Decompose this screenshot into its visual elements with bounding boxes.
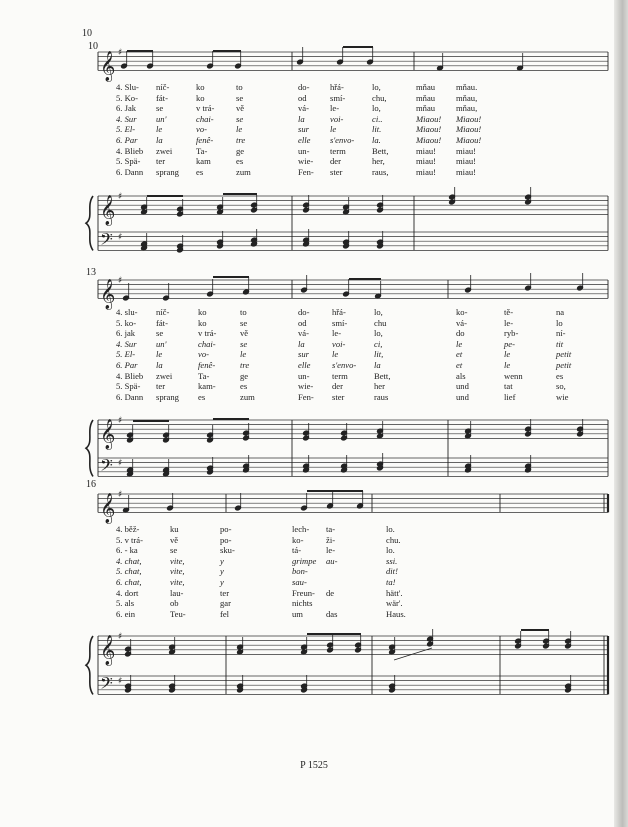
lyric-syllable: 4. Blieb xyxy=(116,370,144,381)
lyric-syllable: níč- xyxy=(156,307,170,317)
lyric-syllable: fenê- xyxy=(196,134,214,145)
lyric-syllable: sur xyxy=(298,349,309,360)
lyric-syllable: le xyxy=(504,349,511,360)
lyric-syllable: das xyxy=(326,608,338,619)
lyric-syllable: Ta- xyxy=(196,145,208,156)
lyric-syllable: 5. El- xyxy=(116,349,136,360)
lyric-syllable: un' xyxy=(156,113,167,124)
lyric-syllable: 5. ko- xyxy=(116,317,137,328)
lyric-syllable: od xyxy=(298,317,307,328)
lyric-syllable: lo, xyxy=(372,82,381,92)
lyric-syllable: la xyxy=(298,113,305,124)
lyric-syllable: wie- xyxy=(298,156,314,167)
lyric-syllable: mňau. xyxy=(456,82,478,92)
lyric-syllable: Miaou! xyxy=(456,134,482,145)
lyric-syllable: es xyxy=(196,166,204,177)
lyric-syllable: 5. chat, xyxy=(116,566,142,577)
lyric-syllable: le- xyxy=(330,103,340,114)
lyric-syllable: wär'. xyxy=(386,598,403,609)
lyric-syllable: vá- xyxy=(456,317,467,328)
lyric-syllable: Miaou! xyxy=(416,124,442,135)
sharp-icon: ♯ xyxy=(118,416,123,426)
lyric-syllable: pe- xyxy=(504,338,515,349)
lyric-syllable: ko xyxy=(196,82,205,92)
piano-brace xyxy=(86,420,93,476)
treble-clef-icon: 𝄞 xyxy=(100,419,116,450)
lyric-syllable: 6. - ka xyxy=(116,545,138,556)
lyric-syllable: sau- xyxy=(292,576,307,587)
lyric-syllable: ta! xyxy=(386,576,396,587)
lyric-syllable: chu. xyxy=(386,534,401,545)
plate-number: P 1525 xyxy=(300,760,328,771)
lyric-syllable: fát- xyxy=(156,92,168,103)
lyric-syllable: ter xyxy=(220,587,230,598)
lyric-syllable: sur xyxy=(298,124,309,135)
lyric-syllable: se xyxy=(170,545,178,556)
lyric-syllable: so, xyxy=(556,381,566,392)
treble-clef-icon: 𝄞 xyxy=(100,635,116,666)
lyric-syllable: voi- xyxy=(332,338,346,349)
lyric-syllable: ní- xyxy=(556,328,566,339)
lyric-syllable: níč- xyxy=(156,82,170,92)
lyric-syllable: mňau, xyxy=(456,92,478,103)
lyric-syllable: do xyxy=(456,328,465,339)
lyric-syllable: miau! xyxy=(416,145,437,156)
lyric-syllable: ko xyxy=(198,307,207,317)
piano-brace xyxy=(86,196,93,250)
lyric-syllable: lo, xyxy=(374,307,383,317)
lyric-syllable: le- xyxy=(332,328,342,339)
lyric-syllable: ko xyxy=(198,317,207,328)
lyric-syllable: zum xyxy=(240,391,255,402)
lyric-syllable: Bett, xyxy=(372,145,389,156)
lyric-syllable: zwei xyxy=(156,145,173,156)
lyric-syllable: vě xyxy=(170,534,179,545)
lyric-syllable: bon- xyxy=(292,566,308,577)
lyric-syllable: es xyxy=(236,156,244,167)
lyric-syllable: zum xyxy=(236,166,251,177)
lyric-syllable: s'envo- xyxy=(332,359,357,370)
lyric-syllable: ži- xyxy=(326,534,336,545)
lyric-syllable: vo- xyxy=(196,124,207,135)
lyric-syllable: smí- xyxy=(330,92,346,103)
lyric-syllable: lech- xyxy=(292,524,310,534)
sharp-icon: ♯ xyxy=(118,48,123,58)
lyric-syllable: mňau, xyxy=(456,103,478,114)
lyric-syllable: 6. Par xyxy=(116,134,138,145)
lyric-syllable: her xyxy=(374,381,385,392)
lyric-syllable: ko xyxy=(196,92,205,103)
bass-clef-icon: 𝄢 xyxy=(100,228,113,253)
lyric-syllable: ci, xyxy=(374,338,383,349)
lyric-syllable: ster xyxy=(332,391,345,402)
lyric-syllable: 4. Blieb xyxy=(116,145,144,156)
lyric-syllable: lo xyxy=(556,317,563,328)
lyric-syllable: 4. Sur xyxy=(116,113,137,124)
lyric-syllable: miau! xyxy=(416,156,437,167)
treble-clef-icon: 𝄞 xyxy=(100,51,116,82)
lyric-syllable: le xyxy=(236,124,243,135)
lyric-syllable: ge xyxy=(240,370,249,381)
measure-number-10-top: 10 xyxy=(82,28,92,39)
lyric-syllable: to xyxy=(236,82,243,92)
lyric-syllable: term xyxy=(332,370,348,381)
lyric-syllable: la xyxy=(156,359,163,370)
lyric-syllable: kam- xyxy=(198,381,216,392)
lyric-syllable: ta- xyxy=(326,524,336,534)
lyric-syllable: se xyxy=(240,317,248,328)
lyric-syllable: 4. Sur xyxy=(116,338,137,349)
lyric-syllable: ter xyxy=(156,381,166,392)
sharp-icon: ♯ xyxy=(118,676,123,687)
lyric-syllable: ssi. xyxy=(386,555,398,566)
lyric-syllable: ci.. xyxy=(372,113,383,124)
lyric-syllable: 5. Spä- xyxy=(116,156,141,167)
lyric-syllable: od xyxy=(298,92,307,103)
lyric-syllable: wie xyxy=(556,391,569,402)
sharp-icon: ♯ xyxy=(118,490,123,500)
lyric-syllable: und xyxy=(456,381,469,392)
lyric-syllable: es xyxy=(240,381,248,392)
lyric-syllable: tá- xyxy=(292,545,302,556)
lyric-syllable: voi- xyxy=(330,113,344,124)
lyric-syllable: vite, xyxy=(170,555,185,566)
lyric-syllable: hřá- xyxy=(330,82,344,92)
lyric-syllable: chai- xyxy=(196,113,214,124)
lyric-syllable: Miaou! xyxy=(416,134,442,145)
lyric-syllable: miau! xyxy=(416,166,437,177)
sharp-icon: ♯ xyxy=(118,276,123,286)
lyric-syllable: vá- xyxy=(298,328,309,339)
lyric-syllable: et xyxy=(456,349,463,360)
lyric-syllable: lo, xyxy=(372,103,381,114)
lyric-syllable: tre xyxy=(240,359,250,370)
lyric-syllable: ob xyxy=(170,598,179,609)
lyric-syllable: 6. jak xyxy=(116,328,136,339)
lyric-syllable: un- xyxy=(298,145,310,156)
lyric-syllable: vo- xyxy=(198,349,209,360)
treble-clef-icon: 𝄞 xyxy=(100,279,116,310)
lyric-syllable: do- xyxy=(298,82,310,92)
lyric-syllable: sku- xyxy=(220,545,235,556)
lyric-syllable: 5. als xyxy=(116,598,135,609)
lyric-syllable: chu, xyxy=(372,92,387,103)
lyric-syllable: Miaou! xyxy=(416,113,442,124)
lyric-syllable: tat xyxy=(504,381,513,392)
lyric-syllable: fenê- xyxy=(198,359,216,370)
lyric-syllable: fát- xyxy=(156,317,168,328)
lyric-syllable: se xyxy=(240,338,248,349)
lyric-syllable: se xyxy=(236,92,244,103)
lyric-syllable: v trá- xyxy=(196,103,215,114)
lyric-syllable: 4. dort xyxy=(116,587,139,598)
lyric-syllable: grimpe xyxy=(292,555,317,566)
lyric-syllable: ge xyxy=(236,145,245,156)
lyric-syllable: dit! xyxy=(386,566,398,577)
lyric-syllable: to xyxy=(240,307,247,317)
lyric-syllable: Fen- xyxy=(298,166,314,177)
lyric-syllable: vě xyxy=(236,103,245,114)
lyric-syllable: wenn xyxy=(504,370,523,381)
lyric-syllable: chu xyxy=(374,317,387,328)
lyric-syllable: als xyxy=(456,370,466,381)
lyric-syllable: tě- xyxy=(504,307,514,317)
lyric-syllable: y xyxy=(220,566,224,577)
lyric-syllable: le xyxy=(330,124,337,135)
lyric-syllable: sprang xyxy=(156,166,179,177)
lyric-syllable: la xyxy=(374,359,381,370)
lyric-syllable: et xyxy=(456,359,463,370)
lyric-syllable: do- xyxy=(298,307,310,317)
lyric-syllable: 4. Slu- xyxy=(116,82,139,92)
lyric-syllable: 4. slu- xyxy=(116,307,138,317)
lyric-syllable: 5. El- xyxy=(116,124,136,135)
lyric-syllable: le xyxy=(156,124,163,135)
lyric-syllable: her, xyxy=(372,156,385,167)
page-edge-shadow xyxy=(614,0,628,827)
lyric-syllable: smí- xyxy=(332,317,348,328)
lyric-syllable: 6. chat, xyxy=(116,576,142,587)
lyric-syllable: v trá- xyxy=(198,328,217,339)
lyric-syllable: kam xyxy=(196,156,211,167)
bass-clef-icon: 𝄢 xyxy=(100,454,113,479)
lyric-syllable: un- xyxy=(298,370,310,381)
lyric-syllable: lit, xyxy=(374,349,384,360)
lyric-syllable: lo. xyxy=(386,545,395,556)
lyric-syllable: miau! xyxy=(456,156,477,167)
treble-clef-icon: 𝄞 xyxy=(100,195,116,226)
piano-brace xyxy=(86,636,93,694)
lyric-syllable: 5. Spä- xyxy=(116,381,141,392)
lyric-syllable: lief xyxy=(504,391,516,402)
lyric-syllable: au- xyxy=(326,555,338,566)
lyric-syllable: zwei xyxy=(156,370,173,381)
lyric-syllable: es xyxy=(198,391,206,402)
sharp-icon: ♯ xyxy=(118,232,123,243)
lyric-syllable: se xyxy=(236,113,244,124)
sharp-icon: ♯ xyxy=(118,632,123,642)
lyric-syllable: mňau xyxy=(416,103,436,114)
lyric-syllable: un' xyxy=(156,338,167,349)
lyric-syllable: y xyxy=(220,555,224,566)
lyric-syllable: der xyxy=(332,381,343,392)
lyric-syllable: le- xyxy=(326,545,336,556)
lyric-syllable: vá- xyxy=(298,103,309,114)
lyric-syllable: de xyxy=(326,587,335,598)
lyric-syllable: ryb- xyxy=(504,328,519,339)
lyric-syllable: fel xyxy=(220,608,230,619)
lyric-syllable: es xyxy=(556,370,564,381)
lyric-syllable: ter xyxy=(156,156,166,167)
lyric-syllable: 6. ein xyxy=(116,608,136,619)
lyric-syllable: ster xyxy=(330,166,343,177)
lyric-syllable: le- xyxy=(504,317,514,328)
lyric-syllable: elle xyxy=(298,134,311,145)
lyric-syllable: Bett, xyxy=(374,370,391,381)
lyric-syllable: miau! xyxy=(456,166,477,177)
lyric-syllable: lo, xyxy=(374,328,383,339)
lyric-syllable: vě xyxy=(240,328,249,339)
lyric-syllable: hřá- xyxy=(332,307,346,317)
lyric-syllable: po- xyxy=(220,524,232,534)
lyric-syllable: chai- xyxy=(198,338,216,349)
lyric-syllable: le xyxy=(332,349,339,360)
lyric-syllable: lau- xyxy=(170,587,184,598)
lyric-syllable: Haus. xyxy=(386,608,406,619)
measure-number-16: 16 xyxy=(86,479,96,490)
lyric-syllable: ko- xyxy=(456,307,468,317)
lyric-syllable: raus, xyxy=(372,166,389,177)
lyric-syllable: ku xyxy=(170,524,179,534)
lyric-syllable: term xyxy=(330,145,346,156)
lyric-syllable: la. xyxy=(372,134,381,145)
lyric-syllable: petit xyxy=(556,359,572,370)
lyric-syllable: petit xyxy=(556,349,572,360)
lyric-syllable: um xyxy=(292,608,303,619)
lyric-syllable: hätt'. xyxy=(386,587,403,598)
lyric-syllable: gar xyxy=(220,598,231,609)
lyric-syllable: le xyxy=(240,349,247,360)
lyric-syllable: Ta- xyxy=(198,370,210,381)
lyric-syllable: po- xyxy=(220,534,232,545)
lyric-syllable: sprang xyxy=(156,391,179,402)
lyric-syllable: na xyxy=(556,307,565,317)
bass-clef-icon: 𝄢 xyxy=(100,672,113,697)
lyric-syllable: se xyxy=(156,328,164,339)
lyric-syllable: elle xyxy=(298,359,311,370)
lyric-syllable: wie- xyxy=(298,381,314,392)
lyric-syllable: lit. xyxy=(372,124,382,135)
lyric-syllable: vite, xyxy=(170,576,185,587)
lyric-syllable: le xyxy=(156,349,163,360)
lyric-syllable: 4. běž- xyxy=(116,524,140,534)
treble-clef-icon: 𝄞 xyxy=(100,493,116,524)
lyric-syllable: Miaou! xyxy=(456,124,482,135)
lyric-syllable: mňau xyxy=(416,92,436,103)
lyric-syllable: 5. Ko- xyxy=(116,92,138,103)
lyric-syllable: tit xyxy=(556,338,564,349)
lyric-syllable: vite, xyxy=(170,566,185,577)
lyric-syllable: 6. Dann xyxy=(116,391,144,402)
lyric-syllable: 6. Jak xyxy=(116,103,137,114)
lyric-syllable: lo. xyxy=(386,524,395,534)
lyric-syllable: und xyxy=(456,391,469,402)
lyric-syllable: der xyxy=(330,156,341,167)
lyric-syllable: ko- xyxy=(292,534,304,545)
lyric-syllable: s'envo- xyxy=(330,134,355,145)
lyric-syllable: Miaou! xyxy=(456,113,482,124)
lyric-syllable: Freun- xyxy=(292,587,315,598)
lyric-syllable: la xyxy=(156,134,163,145)
measure-number-13: 13 xyxy=(86,267,96,278)
lyric-syllable: le xyxy=(504,359,511,370)
sharp-icon: ♯ xyxy=(118,458,123,469)
lyric-syllable: la xyxy=(298,338,305,349)
lyric-syllable: tre xyxy=(236,134,246,145)
lyric-syllable: y xyxy=(220,576,224,587)
sharp-icon: ♯ xyxy=(118,192,123,202)
measure-number-10: 10 xyxy=(88,41,98,52)
lyric-syllable: 5. v trá- xyxy=(116,534,143,545)
lyric-syllable: mňau xyxy=(416,82,436,92)
lyric-syllable: 6. Par xyxy=(116,359,138,370)
lyric-syllable: raus xyxy=(374,391,389,402)
lyric-syllable: Teu- xyxy=(170,608,186,619)
lyric-syllable: 4. chat, xyxy=(116,555,142,566)
lyric-syllable: miau! xyxy=(456,145,477,156)
lyric-syllable: 6. Dann xyxy=(116,166,144,177)
lyric-syllable: nichts xyxy=(292,598,313,609)
lyric-syllable: Fen- xyxy=(298,391,314,402)
lyric-syllable: le xyxy=(456,338,463,349)
lyric-syllable: se xyxy=(156,103,164,114)
